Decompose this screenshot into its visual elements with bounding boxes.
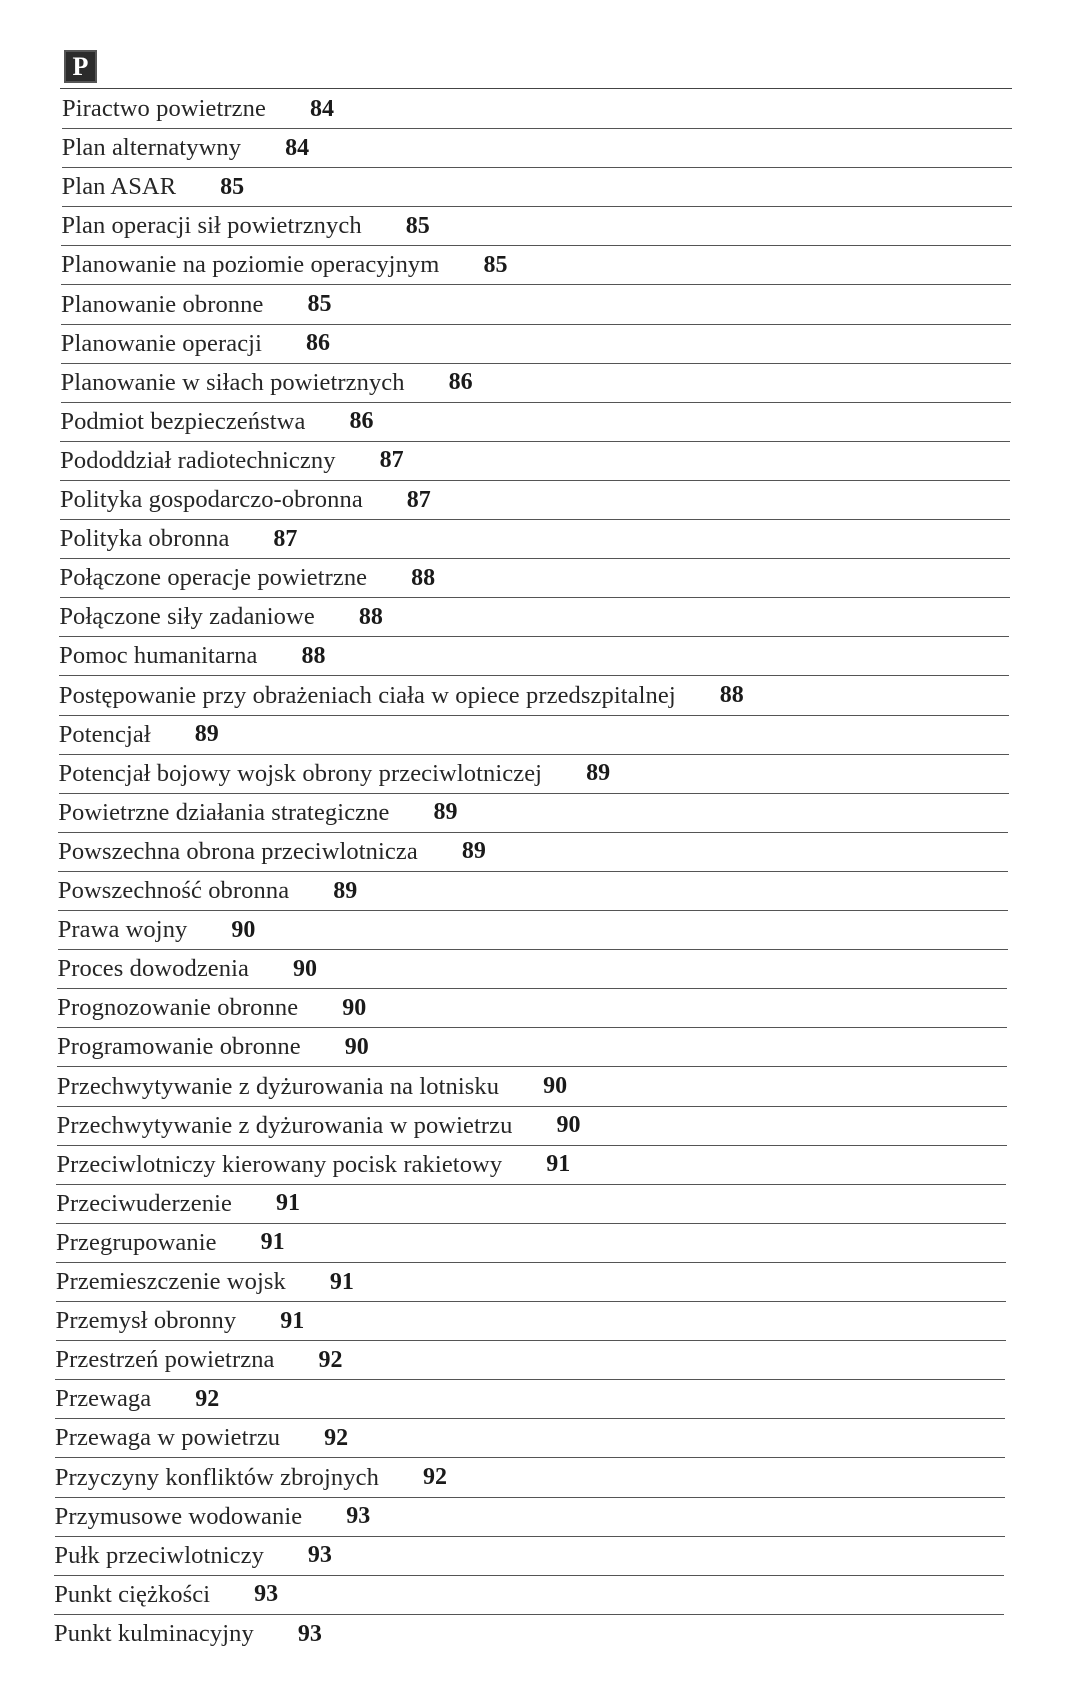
index-page-number: 88 xyxy=(358,603,383,630)
index-term: Planowanie operacji xyxy=(60,329,262,357)
index-term: Powszechność obronna xyxy=(57,877,290,904)
index-term: Przewaga w powietrzu xyxy=(55,1424,281,1452)
index-page-number: 93 xyxy=(297,1620,322,1647)
index-entry xyxy=(58,872,1008,911)
index-term: Planowanie w siłach powietrznych xyxy=(60,368,405,396)
index-entry xyxy=(55,1459,1005,1498)
index-entry xyxy=(56,1185,1006,1224)
index-page-number: 86 xyxy=(306,330,330,357)
index-page-number: 85 xyxy=(483,251,508,278)
index-page-number: 90 xyxy=(543,1073,568,1099)
index-term: Plan alternatywny xyxy=(61,134,242,162)
index-page-number: 92 xyxy=(324,1424,349,1451)
index-entry xyxy=(56,1146,1006,1185)
index-page-number: 91 xyxy=(260,1229,285,1256)
index-entry xyxy=(58,911,1008,950)
index-page-number: 91 xyxy=(275,1190,300,1217)
index-term: Pomoc humanitarna xyxy=(59,642,258,670)
index-page-number: 86 xyxy=(448,369,473,396)
index-page-number: 93 xyxy=(346,1503,371,1530)
index-term: Przymusowe wodowanie xyxy=(54,1502,303,1530)
index-page-number: 91 xyxy=(546,1151,571,1178)
index-entry xyxy=(61,325,1011,364)
index-term: Planowanie obronne xyxy=(60,290,264,318)
index-page-number: 89 xyxy=(194,721,219,748)
index-term: Połączone operacje powietrzne xyxy=(59,564,368,592)
index-page-number: 89 xyxy=(433,799,458,826)
index-entry xyxy=(59,755,1009,794)
index-term: Przyczyny konfliktów zbrojnych xyxy=(54,1463,379,1491)
index-entry xyxy=(60,481,1010,520)
index-term: Powietrzne działania strategiczne xyxy=(58,798,390,826)
index-page-number: 86 xyxy=(349,408,374,435)
index-entry xyxy=(59,598,1009,637)
index-entry xyxy=(56,1263,1006,1302)
index-entry xyxy=(61,207,1011,246)
index-entry xyxy=(62,90,1012,129)
index-term: Plan operacji sił powietrznych xyxy=(61,212,362,240)
index-term: Przeciwlotniczy kierowany pocisk rakietowy xyxy=(56,1150,503,1178)
index-entry xyxy=(62,129,1012,168)
index-entry xyxy=(55,1380,1005,1419)
index-entry xyxy=(58,794,1008,833)
index-entry xyxy=(59,716,1009,755)
index-entry xyxy=(60,520,1010,559)
index-page-number: 90 xyxy=(344,1033,369,1060)
index-page-number: 87 xyxy=(406,486,431,513)
index-term: Przemysł obronny xyxy=(55,1307,237,1335)
index-page-number: 90 xyxy=(293,955,317,982)
index-page-number: 91 xyxy=(280,1307,305,1334)
index-term: Powszechna obrona przeciwlotnicza xyxy=(58,837,418,865)
index-page-number: 89 xyxy=(461,838,486,865)
index-page-number: 88 xyxy=(719,682,744,708)
index-term: Plan ASAR xyxy=(61,173,177,201)
index-entry xyxy=(55,1419,1005,1458)
index-term: Przewaga xyxy=(55,1385,152,1413)
index-page-number: 85 xyxy=(220,173,245,200)
index-term: Potencjał xyxy=(58,720,151,748)
index-entry xyxy=(58,833,1008,872)
index-page-number: 90 xyxy=(231,916,256,943)
index-term: Pułk przeciwlotniczy xyxy=(54,1541,264,1569)
index-term: Proces dowodzenia xyxy=(57,955,249,983)
index-term: Połączone siły zadaniowe xyxy=(59,603,315,631)
index-entry xyxy=(57,1028,1007,1067)
index-term: Podmiot bezpieczeństwa xyxy=(60,407,306,435)
index-term: Planowanie na poziomie operacyjnym xyxy=(61,251,440,279)
index-entry xyxy=(61,364,1011,403)
index-term: Przegrupowanie xyxy=(56,1228,217,1256)
index-term: Przemieszczenie wojsk xyxy=(55,1268,286,1295)
index-page-number: 92 xyxy=(318,1346,343,1373)
index-term: Pododdział radiotechniczny xyxy=(60,446,336,474)
index-entry xyxy=(57,950,1007,989)
index-page-number: 90 xyxy=(342,994,367,1021)
index-entry xyxy=(59,677,1009,716)
index-term: Prognozowanie obronne xyxy=(57,994,299,1022)
index-page-number: 92 xyxy=(422,1464,447,1490)
index-term: Potencjał bojowy wojsk obrony przeciwlotniczej xyxy=(58,759,543,787)
index-term: Punkt ciężkości xyxy=(54,1580,211,1608)
index-term: Piractwo powietrzne xyxy=(62,95,266,122)
index-entry xyxy=(60,403,1010,442)
section-letter-badge: P xyxy=(64,50,97,83)
index-entry xyxy=(59,637,1009,676)
index-page-number: 93 xyxy=(254,1581,279,1608)
index-entry xyxy=(54,1537,1004,1576)
index-entry xyxy=(61,246,1011,285)
index-page-number: 91 xyxy=(329,1268,354,1295)
index-entry xyxy=(54,1576,1004,1615)
index-page-number: 88 xyxy=(411,564,436,591)
index-page-number: 88 xyxy=(301,642,326,669)
index-entry xyxy=(54,1615,1004,1654)
index-entry xyxy=(57,1068,1007,1107)
index-page-number: 87 xyxy=(273,525,298,552)
index-entry xyxy=(60,442,1010,481)
index-term: Przechwytywanie z dyżurowania na lotnisku xyxy=(56,1072,500,1100)
index-term: Punkt kulminacyjny xyxy=(54,1620,254,1648)
index-term: Przeciwuderzenie xyxy=(56,1189,232,1217)
index-entry xyxy=(61,286,1011,325)
index-page-number: 90 xyxy=(556,1112,581,1139)
index-page-number: 89 xyxy=(333,877,358,904)
index-entry xyxy=(57,1107,1007,1146)
index-page-number: 87 xyxy=(379,447,404,474)
index-page-number: 93 xyxy=(307,1542,332,1569)
index-page-number: 84 xyxy=(285,134,310,161)
index-entry xyxy=(55,1498,1005,1537)
index-page-number: 85 xyxy=(405,212,430,239)
index-term: Polityka gospodarczo-obronna xyxy=(59,486,363,513)
index-entry xyxy=(55,1341,1005,1380)
index-term: Programowanie obronne xyxy=(57,1033,301,1061)
index-term: Przestrzeń powietrzna xyxy=(55,1346,275,1374)
index-entry xyxy=(60,559,1010,598)
index-page-number: 85 xyxy=(307,291,332,317)
index-entry xyxy=(62,168,1012,207)
index-term: Prawa wojny xyxy=(57,916,188,944)
index-page-number: 92 xyxy=(195,1385,220,1412)
index-entry xyxy=(57,989,1007,1028)
index-entry xyxy=(56,1302,1006,1341)
index-page-number: 89 xyxy=(586,760,611,787)
index-term: Polityka obronna xyxy=(59,525,230,553)
index-term: Przechwytywanie z dyżurowania w powietrzu xyxy=(56,1111,513,1139)
index-entry xyxy=(56,1224,1006,1263)
index-term: Postępowanie przy obrażeniach ciała w opiece przedszpitalnej xyxy=(58,681,676,709)
index-page-number: 84 xyxy=(309,95,334,122)
